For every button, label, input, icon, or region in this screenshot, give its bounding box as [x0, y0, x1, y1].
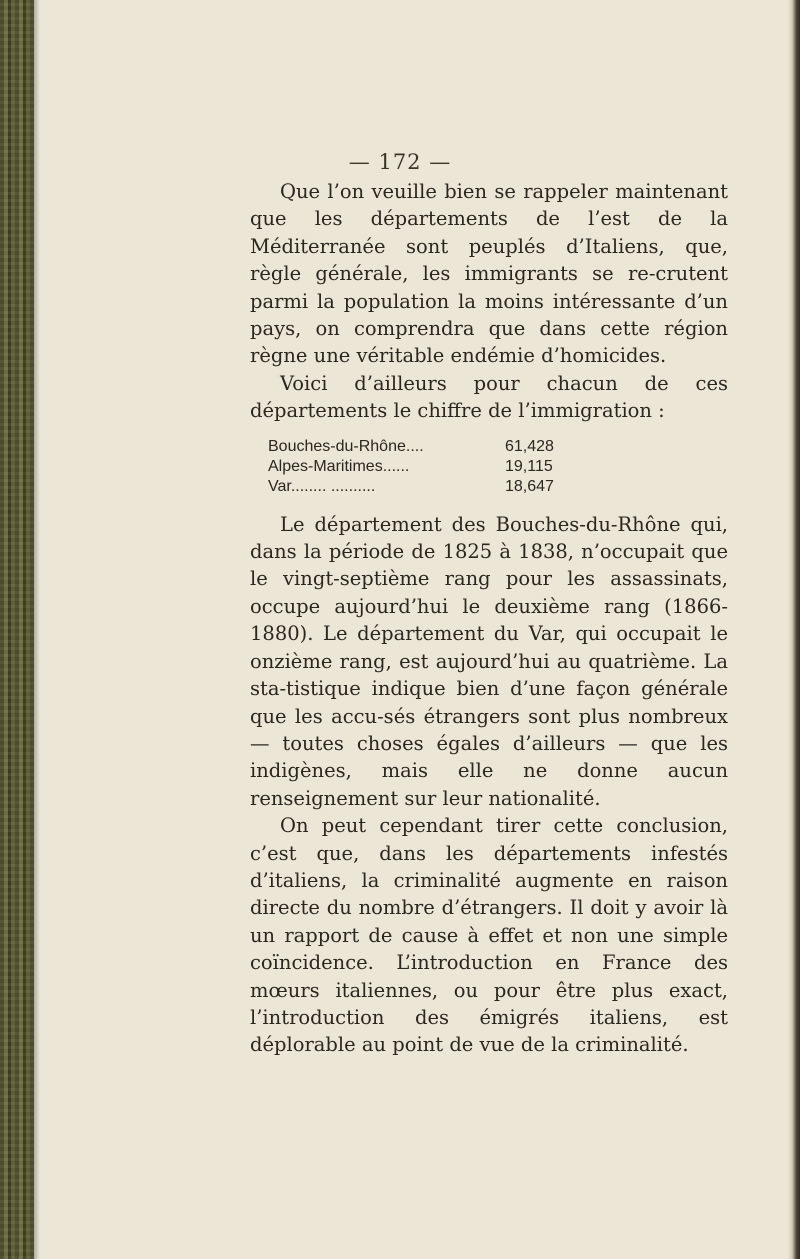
paragraph: On peut cependant tirer cette conclusion, c’est que, dans les départements infestés d’italiens, la criminalité augmente en raison directe du nombre d’étrangers. Il doit y avoir là un rapport de cause à effet et non une simple coïncidence. L’introduction en France des mœurs italiennes, ou pour être plus exact, l’introduction des émigrés italiens, est déplorable au point de vue de la criminalité. — [250, 814, 728, 1057]
body-text — [250, 178, 728, 1059]
paragraph: Le département des Bouches-du-Rhône qui, dans la période de 1825 à 1838, n’occupait que le vingt-septième rang pour les assassinats, occupe aujourd’hui le deuxième rang (1866-1880). Le département du Var, qui occupait le onzième rang, est aujourd’hui au quatrième. La sta-tistique indique bien d’une façon générale que les accu-sés étrangers sont plus nombreux — toutes choses égales d’ailleurs — que les indigènes, mais elle ne donne aucun renseignement sur leur nationalité. — [250, 512, 728, 810]
department-label: Var........ .......... — [268, 477, 376, 495]
paragraph: Voici d’ailleurs pour chacun de ces départements le chiffre de l’immigration : — [250, 371, 728, 423]
immigration-value: 61,428 — [505, 437, 554, 455]
immigration-value: 19,115 — [505, 457, 553, 475]
page-edge — [788, 0, 800, 1259]
immigration-value: 18,647 — [505, 477, 554, 495]
table-row — [268, 457, 630, 477]
book-binding — [0, 0, 34, 1259]
department-label: Alpes-Maritimes...... — [268, 457, 410, 475]
table-row — [268, 437, 630, 457]
table-row — [268, 477, 630, 497]
immigration-table — [268, 437, 728, 497]
page-number: — 172 — — [348, 150, 452, 174]
paragraph: Que l’on veuille bien se rappeler maintenant que les départements de l’est de la Méditerranée sont peuplés d’Italiens, que, règle générale, les immigrants se re-crutent parmi la population la moins intéressante d’un pays, on comprendra que dans cette région règne une véritable endémie d’homicides. — [250, 180, 728, 368]
department-label: Bouches-du-Rhône.... — [268, 437, 424, 455]
